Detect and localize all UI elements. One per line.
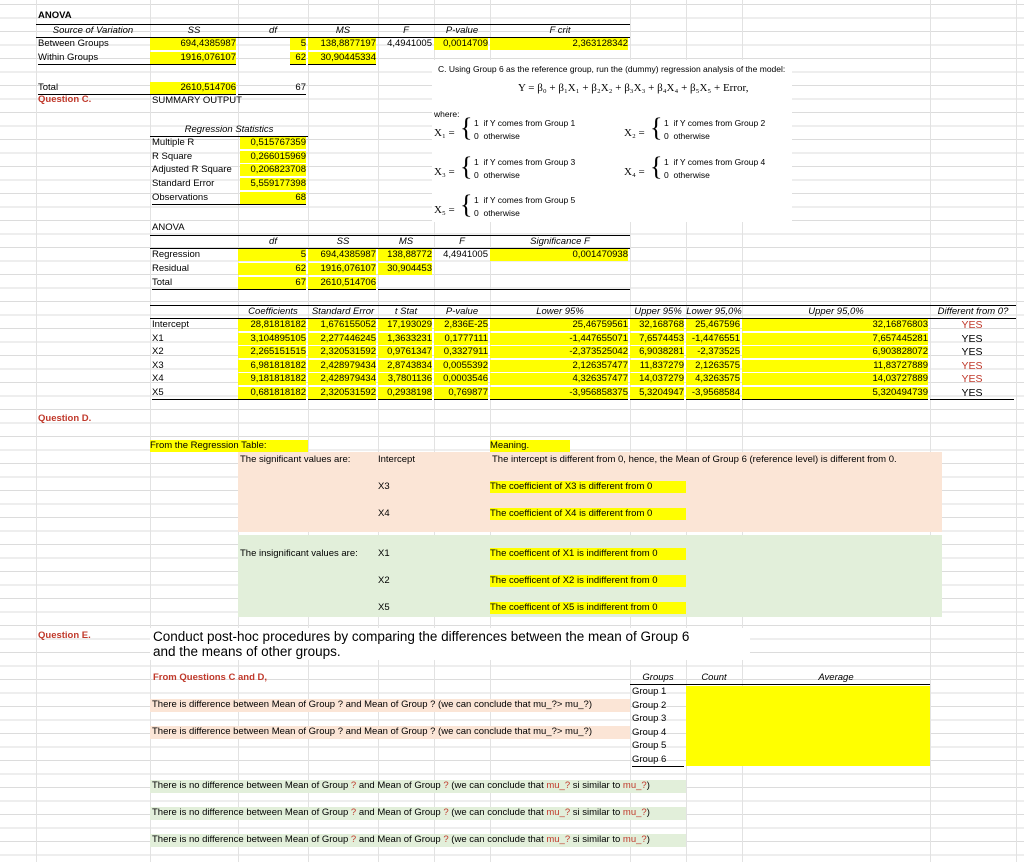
anova1-cell[interactable]: 2,363128342 bbox=[490, 38, 628, 50]
coef-cell[interactable]: -1,447655071 bbox=[490, 333, 628, 345]
groups-header: Groups bbox=[630, 672, 686, 685]
insig-meaning: The coefficent of X1 is indifferent from 0 bbox=[490, 548, 686, 560]
regstats-label: Multiple R bbox=[152, 137, 195, 148]
anova2-header-ss: SS bbox=[308, 235, 378, 249]
statement-fragment: There is no difference between Mean of Group bbox=[152, 807, 349, 818]
placeholder-token: ? bbox=[443, 807, 449, 818]
anova1-cell[interactable]: 138,8877197 bbox=[308, 38, 376, 50]
coef-cell[interactable]: 2,8743834 bbox=[378, 360, 432, 372]
coef-header: t Stat bbox=[378, 305, 434, 319]
regstats-value[interactable]: 0,515767359 bbox=[240, 137, 306, 149]
coef-cell[interactable]: 2,428979434 bbox=[308, 360, 376, 372]
regstats-value[interactable]: 0,206823708 bbox=[240, 164, 306, 176]
group-item: Group 5 bbox=[632, 740, 667, 751]
coef-cell[interactable]: -3,9568584 bbox=[686, 387, 740, 400]
statement-fragment: (we can conclude that bbox=[451, 807, 544, 818]
anova1-cell[interactable]: 62 bbox=[290, 52, 306, 65]
statement-fragment: There is no difference between Mean of Group bbox=[152, 834, 349, 845]
coef-cell[interactable]: 2,836E-25 bbox=[434, 319, 488, 331]
placeholder-token: mu_? bbox=[546, 807, 571, 818]
coef-cell[interactable]: 9,181818182 bbox=[238, 373, 306, 385]
coef-cell[interactable]: 0,9761347 bbox=[378, 346, 432, 358]
group-item: Group 1 bbox=[632, 686, 667, 697]
coef-cell[interactable]: 0,681818182 bbox=[238, 387, 306, 400]
coef-cell[interactable]: 11,83727889 bbox=[742, 360, 928, 372]
coef-row-label: Intercept bbox=[152, 319, 189, 330]
anova2-cell[interactable]: 62 bbox=[238, 263, 306, 275]
regstats-label: R Square bbox=[152, 151, 193, 162]
anova1-header-ss: SS bbox=[150, 24, 238, 38]
coef-cell[interactable]: -3,956858375 bbox=[490, 387, 628, 400]
different-from-zero-cell[interactable]: YES bbox=[961, 373, 983, 385]
statement-fragment: ) bbox=[646, 807, 650, 818]
different-from-zero-cell[interactable]: YES bbox=[961, 319, 983, 331]
from-questions-label: From Questions C and D, bbox=[153, 672, 268, 683]
placeholder-token: mu_? bbox=[622, 834, 647, 845]
coef-cell[interactable]: 3,104895105 bbox=[238, 333, 306, 345]
sig-meaning: The coefficient of X3 is different from 0 bbox=[490, 481, 686, 493]
anova2-cell[interactable]: 5 bbox=[238, 249, 306, 261]
coef-cell[interactable]: 6,903828072 bbox=[742, 346, 928, 358]
anova2-title: ANOVA bbox=[152, 222, 185, 233]
coef-header: Lower 95,0% bbox=[686, 306, 742, 317]
coef-cell[interactable]: 28,81818182 bbox=[238, 319, 306, 331]
coef-cell[interactable]: 7,6574453 bbox=[630, 333, 684, 345]
anova1-total-label: Total bbox=[38, 82, 150, 95]
coef-cell[interactable]: 6,981818182 bbox=[238, 360, 306, 372]
statement-fragment: ) bbox=[646, 780, 650, 791]
coef-cell[interactable]: 2,265151515 bbox=[238, 346, 306, 358]
coef-row-label: X5 bbox=[152, 387, 238, 400]
coef-cell[interactable]: -1,4476551 bbox=[686, 333, 740, 345]
different-from-zero-cell[interactable]: YES bbox=[930, 387, 1014, 400]
anova2-cell[interactable]: 2610,514706 bbox=[308, 277, 376, 290]
regstats-label: Adjusted R Square bbox=[152, 164, 232, 175]
coef-cell[interactable]: 0,769877 bbox=[434, 387, 488, 400]
anova1-cell[interactable]: 694,4385987 bbox=[150, 38, 236, 50]
anova2-header-f: F bbox=[434, 235, 490, 249]
different-from-zero-cell[interactable]: YES bbox=[961, 346, 983, 358]
insig-label: The insignificant values are: bbox=[240, 548, 358, 559]
coef-cell[interactable]: 25,467596 bbox=[686, 319, 740, 331]
coef-cell[interactable]: 5,320494739 bbox=[742, 387, 928, 400]
count-header: Count bbox=[686, 672, 742, 685]
meaning-label: Meaning. bbox=[490, 440, 570, 452]
anova1-header-f: F bbox=[378, 24, 434, 38]
statement-fragment: si similar to bbox=[572, 780, 621, 791]
summary-output-title: SUMMARY OUTPUT bbox=[152, 95, 242, 106]
diff-statement-2: There is difference between Mean of Group ? and Mean of Group ? (we can conclude that mu_?> mu_?) bbox=[152, 726, 592, 737]
statement-fragment: (we can conclude that bbox=[451, 780, 544, 791]
group-item: Group 3 bbox=[632, 713, 667, 724]
regstats-value[interactable]: 68 bbox=[240, 192, 306, 205]
anova1-cell[interactable]: 30,90445334 bbox=[308, 52, 376, 65]
insig-meaning: The coefficent of X2 is indifferent from 0 bbox=[490, 575, 686, 587]
coef-cell[interactable]: 1,3633231 bbox=[378, 333, 432, 345]
group-item: Group 2 bbox=[632, 699, 667, 711]
anova1-cell[interactable]: 4,4941005 bbox=[387, 38, 432, 49]
statement-fragment: There is no difference between Mean of Group bbox=[152, 780, 349, 791]
coef-cell[interactable]: 14,03727889 bbox=[742, 373, 928, 385]
question-e-label: Question E. bbox=[38, 630, 91, 641]
regstats-title: Regression Statistics bbox=[150, 124, 308, 137]
placeholder-token: mu_? bbox=[546, 834, 571, 845]
coef-header: Upper 95% bbox=[630, 305, 686, 319]
anova1-header-pvalue: P-value bbox=[434, 24, 490, 38]
coef-cell[interactable]: 17,193029 bbox=[378, 319, 432, 331]
regstats-label: Standard Error bbox=[152, 178, 215, 189]
model-intro: C. Using Group 6 as the reference group, run the (dummy) regression analysis of the model: bbox=[438, 64, 786, 74]
regstats-value[interactable]: 0,266015969 bbox=[240, 151, 306, 163]
insig-var: X1 bbox=[378, 548, 390, 559]
sig-label: The significant values are: bbox=[240, 454, 351, 465]
no-difference-statement bbox=[152, 807, 686, 819]
different-from-zero-cell[interactable]: YES bbox=[961, 359, 983, 372]
anova2-row-label: Total bbox=[152, 277, 238, 290]
anova1-header-fcrit: F crit bbox=[490, 24, 630, 38]
anova2-cell[interactable]: 30,904453 bbox=[378, 263, 432, 275]
question-e-prompt-2: and the means of other groups. bbox=[153, 644, 341, 659]
coef-cell[interactable]: 0,0003546 bbox=[434, 373, 488, 385]
sig-meaning: The intercept is different from 0, hence, the Mean of Group 6 (reference level) is different from 0. bbox=[492, 454, 897, 465]
anova2-cell[interactable]: 0,001470938 bbox=[490, 249, 628, 261]
anova2-header-sigf: Significance F bbox=[490, 235, 630, 249]
statement-fragment: si similar to bbox=[572, 834, 621, 845]
anova1-total-ss[interactable]: 2610,514706 bbox=[150, 82, 236, 95]
coef-cell[interactable]: 5,3204947 bbox=[630, 387, 684, 400]
anova2-total-rule bbox=[378, 277, 630, 290]
placeholder-token: ? bbox=[350, 807, 357, 818]
coef-cell[interactable]: 14,037279 bbox=[630, 373, 684, 385]
regstats-label: Observations bbox=[152, 192, 240, 205]
coef-header: Upper 95,0% bbox=[742, 305, 930, 319]
anova2-cell[interactable]: 67 bbox=[238, 277, 306, 290]
statement-fragment: (we can conclude that bbox=[451, 834, 544, 845]
anova1-header-source: Source of Variation bbox=[36, 24, 150, 38]
placeholder-token: ? bbox=[350, 834, 357, 845]
sig-var: Intercept bbox=[378, 454, 415, 465]
coef-cell[interactable]: -2,373525042 bbox=[490, 346, 628, 358]
statement-fragment: and Mean of Group bbox=[358, 780, 441, 791]
coef-row-label: X2 bbox=[152, 346, 164, 357]
question-c-label: Question C. bbox=[38, 94, 92, 105]
anova2-cell[interactable]: 4,4941005 bbox=[443, 249, 488, 260]
coef-cell[interactable]: 1,676155052 bbox=[308, 319, 376, 331]
coef-header: Standard Error bbox=[308, 305, 378, 319]
statement-fragment: si similar to bbox=[572, 807, 621, 818]
anova1-row-label: Within Groups bbox=[38, 52, 150, 65]
anova1-total-df[interactable]: 67 bbox=[238, 82, 306, 95]
anova2-row-label: Residual bbox=[152, 263, 189, 274]
coef-row-label: X1 bbox=[152, 332, 164, 344]
group-item: Group 6 bbox=[632, 754, 684, 767]
placeholder-token: ? bbox=[443, 780, 449, 791]
coef-cell[interactable]: 2,277446245 bbox=[308, 333, 376, 345]
coef-cell[interactable]: 2,428979434 bbox=[308, 373, 376, 385]
anova1-header-df: df bbox=[238, 24, 308, 38]
insig-var: X5 bbox=[378, 602, 390, 613]
anova2-header-blank bbox=[150, 235, 238, 249]
coef-cell[interactable]: 2,320531592 bbox=[308, 387, 376, 400]
statement-fragment: and Mean of Group bbox=[358, 807, 441, 818]
diff-statement-1: There is difference between Mean of Group ? and Mean of Group ? (we can conclude that mu_?> mu_?) bbox=[152, 699, 592, 710]
from-regression-table: From the Regression Table: bbox=[150, 440, 308, 452]
placeholder-token: mu_? bbox=[622, 780, 647, 791]
coef-cell[interactable]: 2,1263575 bbox=[686, 360, 740, 372]
coef-row-label: X4 bbox=[152, 373, 164, 384]
coef-header: P-value bbox=[434, 305, 490, 319]
statement-fragment: and Mean of Group bbox=[358, 834, 441, 845]
coef-row-label: X3 bbox=[152, 359, 164, 371]
coef-header-blank bbox=[150, 305, 238, 319]
coef-cell[interactable]: 2,320531592 bbox=[308, 346, 376, 358]
group-item: Group 4 bbox=[632, 726, 667, 738]
anova1-title: ANOVA bbox=[38, 10, 72, 21]
model-equation: Y = β₀ + β₁X₁ + β₂X₂ + β₃X₃ + β₄X₄ + β₅X₅ + Error, bbox=[518, 82, 749, 94]
coef-cell[interactable]: 0,0055392 bbox=[434, 360, 488, 372]
different-from-zero-cell[interactable]: YES bbox=[961, 332, 983, 345]
coef-cell[interactable]: 6,9038281 bbox=[630, 346, 684, 358]
anova2-cell[interactable]: 694,4385987 bbox=[308, 249, 376, 261]
coef-cell[interactable]: 32,168768 bbox=[630, 319, 684, 331]
coef-header-different: Different from 0? bbox=[930, 305, 1016, 319]
insig-meaning: The coefficent of X5 is indifferent from 0 bbox=[490, 602, 686, 614]
anova1-cell[interactable]: 1916,076107 bbox=[150, 52, 236, 65]
question-e-prompt-1: Conduct post-hoc procedures by comparing the differences between the mean of Group 6 bbox=[153, 629, 690, 644]
anova1-cell[interactable]: 0,0014709 bbox=[434, 38, 488, 50]
sig-var: X4 bbox=[378, 508, 390, 519]
anova1-header-ms: MS bbox=[308, 24, 378, 38]
anova2-header-df: df bbox=[238, 235, 308, 249]
coef-cell[interactable]: 4,3263575 bbox=[686, 373, 740, 385]
placeholder-token: ? bbox=[350, 780, 357, 791]
coef-cell[interactable]: 32,16876803 bbox=[742, 319, 928, 331]
coef-cell[interactable]: 11,837279 bbox=[630, 360, 684, 372]
coef-cell[interactable]: 0,3327911 bbox=[434, 346, 488, 358]
coef-cell[interactable]: 25,46759561 bbox=[490, 319, 628, 331]
no-difference-statement bbox=[152, 780, 686, 792]
anova2-row-label: Regression bbox=[152, 249, 201, 260]
coef-cell[interactable]: 2,126357477 bbox=[490, 360, 628, 372]
count-average-fill[interactable] bbox=[686, 686, 930, 766]
anova2-cell[interactable]: 1916,076107 bbox=[308, 263, 376, 275]
placeholder-token: mu_? bbox=[622, 807, 647, 818]
sig-meaning: The coefficient of X4 is different from 0 bbox=[490, 508, 686, 520]
anova1-row-label: Between Groups bbox=[38, 38, 109, 49]
statement-fragment: ) bbox=[646, 834, 650, 845]
coef-header: Coefficients bbox=[238, 305, 308, 319]
coef-header: Lower 95% bbox=[490, 305, 630, 319]
coef-cell[interactable]: 4,326357477 bbox=[490, 373, 628, 385]
question-d-label: Question D. bbox=[38, 413, 92, 424]
no-difference-statement bbox=[152, 834, 686, 846]
insig-var: X2 bbox=[378, 575, 390, 586]
coef-cell[interactable]: 3,7801136 bbox=[378, 373, 432, 385]
coef-cell[interactable]: -2,373525 bbox=[686, 346, 740, 358]
placeholder-token: mu_? bbox=[546, 780, 571, 791]
average-header: Average bbox=[742, 672, 930, 685]
regstats-value[interactable]: 5,559177398 bbox=[240, 178, 306, 190]
coef-cell[interactable]: 0,2938198 bbox=[378, 387, 432, 400]
coef-cell[interactable]: 7,657445281 bbox=[742, 333, 928, 345]
placeholder-token: ? bbox=[443, 834, 449, 845]
coef-cell[interactable]: 0,1777111 bbox=[434, 333, 488, 345]
sig-var: X3 bbox=[378, 481, 390, 492]
anova1-cell[interactable]: 5 bbox=[290, 38, 306, 50]
anova2-header-ms: MS bbox=[378, 235, 434, 249]
anova2-cell[interactable]: 138,88772 bbox=[378, 249, 432, 261]
where-label: where: bbox=[434, 109, 460, 119]
